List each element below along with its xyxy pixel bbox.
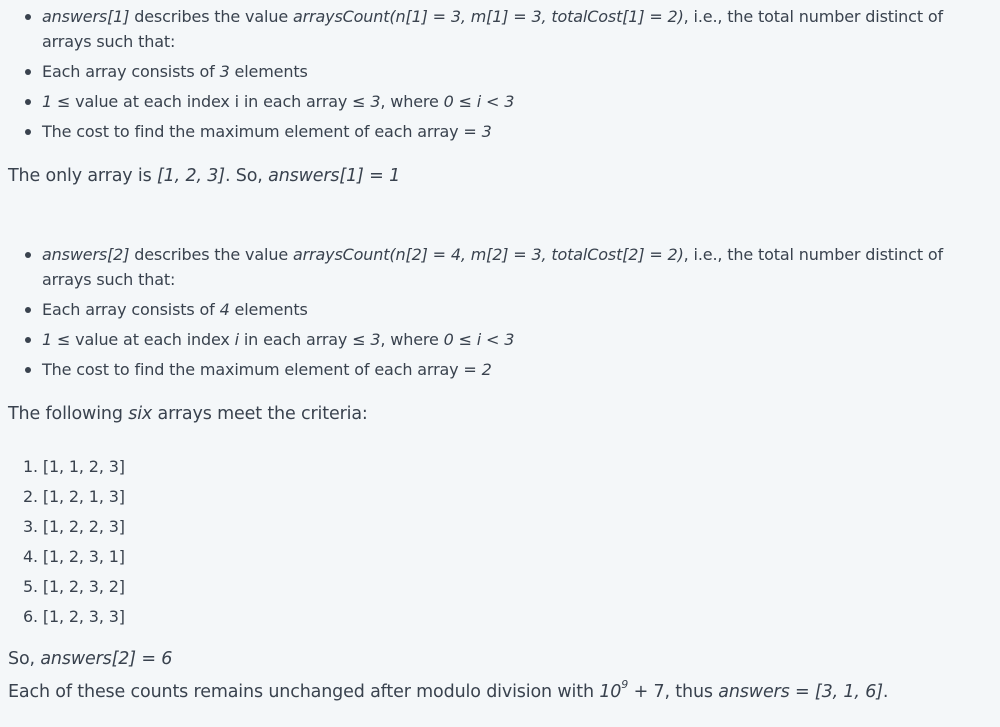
section2-criterion-range: 1 ≤ value at each index i in each array ≤ 3, where 0 ≤ i < 3 (0, 327, 982, 352)
section1-intro-item: answers[1] describes the value arraysCount(n[1] = 3, m[1] = 3, totalCost[1] = 2), i.e., the total number distinct of arrays such that: (0, 4, 982, 54)
modulus-base: 10 (599, 682, 622, 702)
section2-conclusion: So, answers[2] = 6 (8, 649, 173, 669)
valid-arrays-list (0, 452, 125, 632)
section1-criteria-list (0, 4, 982, 144)
list-item: 3. [1, 2, 2, 3] (23, 517, 125, 536)
section1-criterion-cost: The cost to find the maximum element of each array = 3 (0, 119, 982, 144)
list-item: 5. [1, 2, 3, 2] (23, 577, 125, 596)
section1-criterion-length: Each array consists of 3 elements (0, 59, 982, 84)
list-item: 6. [1, 2, 3, 3] (23, 607, 125, 626)
modulus-exponent: 9 (621, 678, 629, 692)
section2-intro-item: answers[2] describes the value arraysCount(n[2] = 4, m[2] = 3, totalCost[2] = 2), i.e., the total number distinct of arrays such that: (0, 242, 982, 292)
list-item: 1. [1, 1, 2, 3] (23, 457, 125, 476)
answers-ref: answers[2] (42, 245, 130, 264)
section2-criteria-heading: The following six arrays meet the criteria: (8, 404, 368, 424)
section2-criterion-length: Each array consists of 4 elements (0, 297, 982, 322)
final-answer-summary: Each of these counts remains unchanged after modulo division with $10^9 + 7$, thus answers = [3, 1, 6]. (8, 678, 889, 702)
list-item: 4. [1, 2, 3, 1] (23, 547, 125, 566)
function-call: arraysCount(n[2] = 4, m[2] = 3, totalCost[2] = 2) (292, 245, 684, 264)
answers-ref: answers[1] (42, 7, 130, 26)
section1-criterion-range: 1 ≤ value at each index i in each array ≤ 3, where 0 ≤ i < 3 (0, 89, 982, 114)
section2-criteria-list (0, 242, 982, 382)
function-call: arraysCount(n[1] = 3, m[1] = 3, totalCost[1] = 2) (292, 7, 684, 26)
list-item: 2. [1, 2, 1, 3] (23, 487, 125, 506)
section2-criterion-cost: The cost to find the maximum element of each array = 2 (0, 357, 982, 382)
section1-conclusion: The only array is [1, 2, 3]. So, answers[1] = 1 (8, 166, 401, 186)
